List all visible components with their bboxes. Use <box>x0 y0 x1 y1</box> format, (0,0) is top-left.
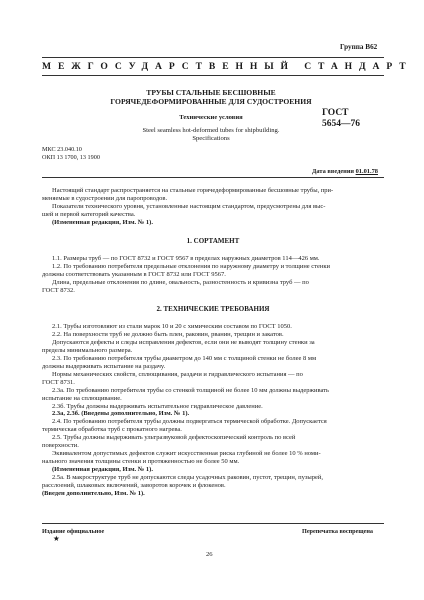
section-1-line: ГОСТ 8732. <box>42 286 75 294</box>
section-2-text <box>42 323 384 498</box>
section-1-line: 1.2. По требованию потребителя предельные отклонения по наружному диаметру и толщине стенки <box>52 262 331 270</box>
reprint-prohibited-label: Перепечатка воспрещена <box>302 528 373 535</box>
section-2-title: 2. ТЕХНИЧЕСКИЕ ТРЕБОВАНИЯ <box>156 305 270 313</box>
official-edition-label: Издание официальное <box>42 528 105 535</box>
page-number: 26 <box>206 551 213 558</box>
document-title-line2: ГОРЯЧЕДЕФОРМИРОВАННЫЕ ДЛЯ СУДОСТРОЕНИЯ <box>110 97 312 106</box>
section-2-line: нального значения толщины стенки и протяженностью не более 50 мм. <box>42 458 240 466</box>
section-2-line: Допускаются дефекты и следы исправления дефектов, если они не выводят толщину стенки за <box>52 338 315 346</box>
section-2-line: 2.5. Трубы должны выдерживать ультразвуковой дефектоскопический контроль по всей <box>52 434 296 442</box>
intro-line: шей и первой категорий качества. <box>42 210 136 218</box>
mks-code: МКС 23.040.10 <box>42 146 82 153</box>
group-code: Группа В62 <box>340 43 378 51</box>
section-2-line: испытание на сплющивание. <box>42 394 122 402</box>
date-value: 01.01.78 <box>355 168 378 175</box>
header-bottom-rule <box>42 75 384 76</box>
section-1-line: Длина, предельные отклонения по длине, овальность, разностенность и кривизна труб — по <box>52 278 309 286</box>
intro-line: Показатели технического уровня, установленные настоящим стандартом, предусмотрены для выс- <box>52 202 326 210</box>
section-2-line: 2.3б. Трубы должны выдерживать испытательное гидравлическое давление. <box>52 402 263 410</box>
intro-line: меняемые в судостроении для паропроводов. <box>42 194 168 202</box>
english-title-line1: Steel seamless hot-deformed tubes for shipbuilding. <box>142 127 280 134</box>
section-2-line: Эквивалентом допустимых дефектов служит искусственная риска глубиной не более 10 % номи- <box>52 450 321 458</box>
section-1-line: 1.1. Размеры труб — по ГОСТ 8732 и ГОСТ 9567 в пределах наружных диаметров 114—426 мм. <box>52 255 320 262</box>
section-2-line: 2.3. По требованию потребителя трубы диаметром до 140 мм с толщиной стенки не более 8 мм <box>52 354 317 362</box>
star-icon: ★ <box>53 534 60 543</box>
section-2-line: термическая обработка труб с прокатного нагрева. <box>42 426 182 434</box>
footer-rule <box>42 523 384 524</box>
section-2-line: расслоений, шлаковых включений, заворотов корочек и флокенов. <box>42 482 226 490</box>
section-2-line: 2.4. По требованию потребителя трубы должны подвергаться термической обработке. Допускается <box>52 418 327 426</box>
date-rule <box>42 177 384 178</box>
section-2-line: должны выдерживать испытание на раздачу. <box>42 362 166 370</box>
gost-number: 5654—76 <box>322 119 360 129</box>
intro-line: Настоящий стандарт распространяется на стальные горячедеформированные бесшовные трубы, при- <box>52 187 334 194</box>
intro-text <box>42 187 384 227</box>
document-title-line1: ТРУБЫ СТАЛЬНЫЕ БЕСШОВНЫЕ <box>146 88 276 97</box>
section-2-line: 2.5а. В макроструктуре труб не допускаются следы усадочных раковин, пустот, трещин, пузырей, <box>52 474 324 482</box>
section-1-title: 1. СОРТАМЕНТ <box>186 237 240 245</box>
gost-label: ГОСТ <box>322 108 349 118</box>
section-2-line: (Измененная редакция, Изм. № 1). <box>52 466 153 474</box>
section-2-line: (Введен дополнительно, Изм. № 1). <box>42 490 145 498</box>
intro-line: (Измененная редакция, Изм. № 1). <box>52 218 153 226</box>
header-top-rule <box>42 57 384 58</box>
english-title-line2: Specifications <box>192 135 230 142</box>
section-2-line: поверхности. <box>42 442 79 450</box>
section-2-line: Нормы механических свойств, сплющивания, раздачи и гидравлического испытания — по <box>52 370 303 378</box>
standard-header: МЕЖГОСУДАРСТВЕННЫЙ СТАНДАРТ <box>42 61 413 72</box>
date-label: Дата введения <box>312 168 354 175</box>
section-2-line: 2.1. Трубы изготовляют из стали марок 10 и 20 с химическим составом по ГОСТ 1050. <box>52 323 292 330</box>
section-1-line: должны соответствовать указанным в ГОСТ 8732 или ГОСТ 9567. <box>42 270 226 278</box>
section-2-line: пределы минимального размера. <box>42 346 133 354</box>
section-2-line: 2.2. На поверхности труб не должно быть плен, раковин, рванин, трещин и закатов. <box>52 330 284 338</box>
document-subtitle: Технические условия <box>179 114 243 121</box>
introduction-date <box>312 168 378 175</box>
okp-code: ОКП 13 1700, 13 1900 <box>42 154 100 161</box>
section-2-line: 2.3а, 2.3б. (Введены дополнительно, Изм. № 1). <box>52 410 190 418</box>
section-2-line: 2.3а. По требованию потребителя трубы со стенкой толщиной не более 10 мм должны выдерживать <box>52 386 329 394</box>
section-1-text <box>42 255 384 295</box>
section-2-line: ГОСТ 8731. <box>42 378 75 386</box>
